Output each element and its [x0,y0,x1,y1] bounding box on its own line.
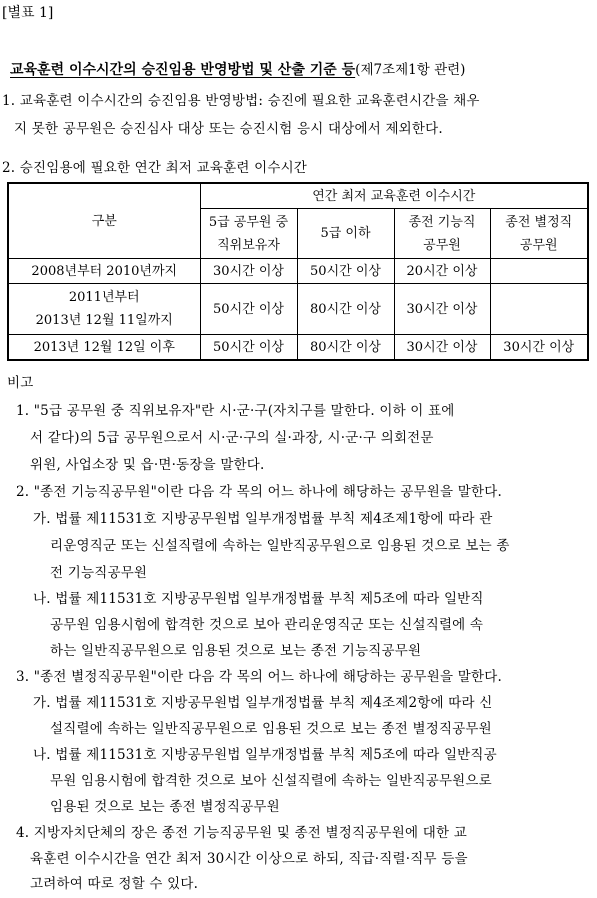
row-cell [490,259,588,284]
header-former-technical [394,209,490,259]
row-cell: 30시간 이상 [394,335,490,361]
remark-line: 공무원 임용시험에 합격한 것으로 보아 관리운영직군 또는 신설직렬에 속 [50,617,484,633]
remark-line: 나. 법률 제11531호 지방공무원법 일부개정법률 부칙 제5조에 따라 일반직공 [33,747,497,763]
row-period: 2013년 12월 12일 이후 [8,335,200,361]
header-grade5-below: 5급 이하 [297,209,394,259]
header-technical-line1: 종전 기능직 [408,214,476,230]
header-grade5-position [200,209,297,259]
remark-line: 3. "종전 별정직공무원"이란 다음 각 목의 어느 하나에 해당하는 공무원을 말한다. [16,669,502,685]
remark-line: 위원, 사업소장 및 읍·면·동장을 말한다. [30,457,265,473]
remark-line: 4. 지방자치단체의 장은 종전 기능직공무원 및 종전 별정직공무원에 대한 교 [16,825,467,841]
remark-line: 리운영직군 또는 신설직렬에 속하는 일반직공무원으로 임용된 것으로 보는 종 [50,538,510,554]
remark-line: 무원 임용시험에 합격한 것으로 보아 신설직렬에 속하는 일반직공무원으로 [50,773,492,789]
remark-line: 임용된 것으로 보는 종전 별정직공무원 [50,799,280,815]
row-cell: 30시간 이상 [394,284,490,335]
section2-heading: 2. 승진임용에 필요한 연간 최저 교육훈련 이수시간 [2,160,308,176]
row-period-line2: 2013년 12월 11일까지 [35,313,173,328]
row-period: 2008년부터 2010년까지 [8,259,200,284]
table-row [8,259,588,284]
row-period-line1: 2011년부터 [68,290,140,305]
remark-line: 하는 일반직공무원으로 임용된 것으로 보는 종전 기능직공무원 [50,643,422,659]
remark-line: 전 기능직공무원 [50,565,148,581]
row-cell: 80시간 이상 [297,335,394,361]
header-grade5-line2: 직위보유자 [217,237,280,253]
section1-line2: 지 못한 공무원은 승진심사 대상 또는 승진시험 응시 대상에서 제외한다. [14,121,443,137]
row-cell: 50시간 이상 [200,284,297,335]
table-row [8,335,588,361]
header-grade5-line1: 5급 공무원 중 [208,214,289,230]
header-group: 연간 최저 교육훈련 이수시간 [200,183,588,209]
document-title [10,58,465,79]
remark-line: 서 같다)의 5급 공무원으로서 시·군·구의 실·과장, 시·군·구 의회전문 [30,430,434,446]
header-special-line2: 공무원 [519,237,558,253]
title-main: 교육훈련 이수시간의 승진임용 반영방법 및 산출 기준 등 [10,62,356,78]
row-cell: 30시간 이상 [200,259,297,284]
section1-line1: 1. 교육훈련 이수시간의 승진임용 반영방법: 승진에 필요한 교육훈련시간을 채우 [2,93,480,109]
row-cell: 50시간 이상 [200,335,297,361]
row-period [8,284,200,335]
row-cell [490,284,588,335]
remark-line: 나. 법률 제11531호 지방공무원법 일부개정법률 부칙 제5조에 따라 일반직 [33,591,484,607]
remark-line: 고려하여 따로 정할 수 있다. [30,876,199,892]
table-row [8,284,588,335]
remark-line: 가. 법률 제11531호 지방공무원법 일부개정법률 부칙 제4조제2항에 따라 신 [33,695,493,711]
title-sub: (제7조제1항 관련) [355,62,466,78]
row-cell: 30시간 이상 [490,335,588,361]
header-special-line1: 종전 별정직 [505,214,573,230]
remarks-heading: 비고 [7,375,34,391]
training-hours-table [7,182,589,361]
remark-line: 1. "5급 공무원 중 직위보유자"란 시·군·구(자치구를 말한다. 이하 이 표에 [16,403,455,419]
remark-line: 2. "종전 기능직공무원"이란 다음 각 목의 어느 하나에 해당하는 공무원을 말한다. [16,484,502,500]
remark-line: 설직렬에 속하는 일반직공무원으로 임용된 것으로 보는 종전 별정직공무원 [50,721,492,737]
annex-label: [별표 1] [2,5,54,21]
row-cell: 50시간 이상 [297,259,394,284]
header-former-special [490,209,588,259]
remark-line: 육훈련 이수시간을 연간 최저 30시간 이상으로 하되, 직급·직렬·직무 등을 [30,851,468,867]
row-cell: 20시간 이상 [394,259,490,284]
row-cell: 80시간 이상 [297,284,394,335]
header-technical-line2: 공무원 [423,237,461,253]
header-category: 구분 [8,183,200,259]
remark-line: 가. 법률 제11531호 지방공무원법 일부개정법률 부칙 제4조제1항에 따라 관 [33,511,493,527]
